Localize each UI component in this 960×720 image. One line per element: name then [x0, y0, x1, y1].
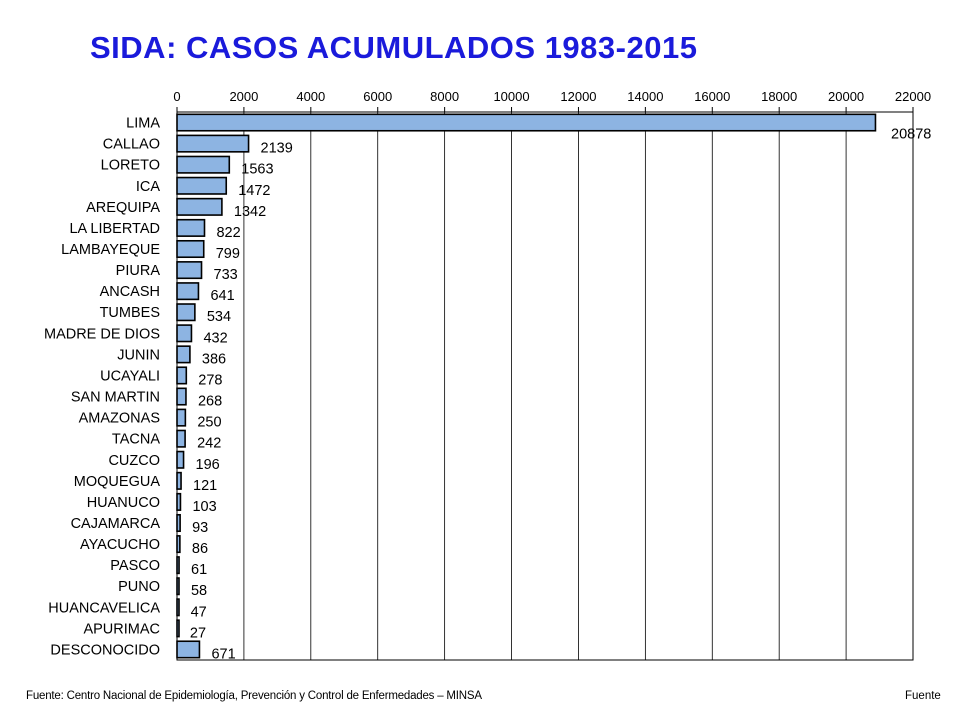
data-label: 86 — [191, 541, 209, 558]
x-tick-label: 8000 — [430, 89, 460, 104]
category-label: HUANCAVELICA — [48, 600, 160, 617]
bar — [177, 620, 179, 636]
bar — [177, 557, 179, 573]
category-label: PUNO — [118, 579, 160, 596]
data-label: 268 — [197, 393, 223, 410]
bar — [177, 262, 202, 278]
bar — [177, 578, 179, 594]
data-label: 121 — [193, 477, 218, 494]
bar — [177, 473, 181, 489]
source-note: Fuente: Centro Nacional de Epidemiología, Prevención y Control de Enfermedades – MINSA — [26, 690, 482, 702]
bar — [177, 494, 180, 510]
data-label: 799 — [215, 246, 240, 262]
data-label: 61 — [191, 562, 208, 579]
x-tick-label: 4000 — [296, 89, 326, 104]
bar — [177, 283, 198, 299]
data-label: 27 — [189, 625, 207, 642]
x-tick-label: 20000 — [828, 89, 865, 104]
x-tick-label: 6000 — [363, 89, 393, 104]
category-label: PIURA — [115, 263, 160, 280]
category-label: DESCONOCIDO — [50, 642, 160, 659]
data-label: 733 — [213, 267, 238, 284]
data-label: 641 — [210, 288, 235, 305]
x-tick-label: 22000 — [894, 89, 932, 104]
category-label: LA LIBERTAD — [69, 220, 160, 237]
data-label: 58 — [190, 583, 208, 600]
bar — [177, 536, 180, 552]
category-label: MOQUEGUA — [73, 473, 160, 490]
category-label: AMAZONAS — [78, 410, 160, 427]
data-label: 1342 — [233, 203, 267, 220]
bar — [177, 430, 185, 446]
category-label: SAN MARTIN — [70, 389, 160, 406]
x-tick-label: 18000 — [761, 89, 798, 104]
data-label: 1563 — [241, 161, 274, 178]
data-label: 47 — [190, 604, 207, 621]
category-label: CALLAO — [102, 136, 160, 153]
plot-frame — [177, 112, 913, 663]
source-note-truncated: Fuente — [905, 690, 941, 702]
bar — [177, 241, 204, 257]
category-label: AYACUCHO — [79, 537, 160, 554]
data-label: 93 — [192, 520, 209, 536]
category-label: JUNIN — [117, 347, 160, 364]
category-label: AREQUIPA — [86, 199, 160, 216]
category-label: HUANUCO — [86, 494, 160, 511]
category-label: TACNA — [111, 431, 160, 448]
data-label: 20878 — [891, 126, 932, 143]
category-label: MADRE DE DIOS — [43, 326, 160, 343]
x-tick-label: 14000 — [627, 89, 664, 104]
category-label: CAJAMARCA — [70, 516, 160, 532]
bar — [177, 135, 249, 151]
bar — [177, 367, 186, 383]
data-label: 103 — [192, 498, 217, 515]
bar — [177, 599, 179, 615]
bar — [177, 156, 229, 172]
category-label: LIMA — [126, 115, 160, 132]
bar — [177, 409, 185, 425]
data-label: 242 — [197, 435, 222, 452]
data-label: 822 — [216, 224, 241, 241]
bar — [177, 452, 184, 468]
x-tick-label: 0 — [173, 89, 181, 104]
x-tick-label: 16000 — [694, 89, 731, 104]
bar — [177, 515, 180, 531]
data-label: 534 — [206, 309, 232, 326]
bar — [177, 199, 222, 215]
bar — [177, 346, 190, 362]
data-label: 2139 — [260, 140, 293, 157]
category-label: ANCASH — [99, 284, 160, 301]
data-label: 196 — [195, 456, 220, 473]
data-label: 278 — [198, 372, 223, 389]
category-label: LORETO — [100, 157, 160, 174]
data-label: 1472 — [238, 182, 271, 199]
bar — [177, 388, 186, 404]
category-label: APURIMAC — [83, 621, 160, 638]
data-label: 250 — [197, 414, 222, 431]
category-label: UCAYALI — [100, 368, 160, 385]
data-label: 386 — [201, 351, 227, 368]
bar — [177, 325, 191, 341]
bar — [177, 641, 199, 657]
bar — [177, 178, 226, 194]
category-label: ICA — [135, 178, 160, 195]
bar — [177, 304, 195, 320]
data-label: 432 — [203, 330, 228, 347]
category-label: PASCO — [110, 558, 160, 575]
x-tick-label: 10000 — [493, 89, 530, 104]
chart-title: SIDA: CASOS ACUMULADOS 1983-2015 — [90, 30, 698, 65]
category-label: CUZCO — [108, 452, 160, 469]
x-tick-label: 12000 — [560, 89, 597, 104]
category-label: TUMBES — [99, 305, 160, 322]
category-label: LAMBAYEQUE — [61, 242, 160, 258]
bar — [177, 114, 875, 130]
x-tick-label: 2000 — [229, 89, 259, 104]
data-label: 671 — [211, 646, 236, 663]
bar — [177, 220, 204, 236]
